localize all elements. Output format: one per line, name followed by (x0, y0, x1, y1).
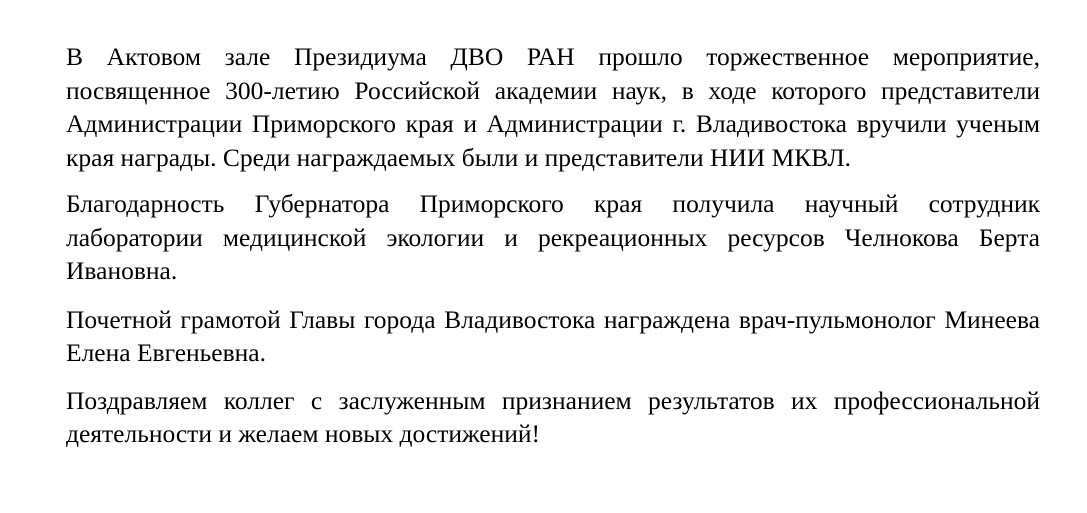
paragraph-governor-gratitude: Благодарность Губернатора Приморского края получила научный сотрудник лаборатории медицинской экологии и рекреационных ресурсов Челнокова Берта Ивановна. (66, 189, 1040, 285)
document-body (66, 40, 1040, 451)
paragraph-honorary-certificate: Почетной грамотой Главы города Владивостока награждена врач-пульмонолог Минеева Елена Евгеньевна. (66, 304, 1040, 367)
paragraph-event: В Актовом зале Президиума ДВО РАН прошло торжественное мероприятие, посвященное 300-летию Российской академии наук, в ходе которого представители Администрации Приморского края и Администрации г. Владивостока вручили ученым края награды. Среди награждаемых были и представители НИИ МКВЛ. (66, 42, 1040, 172)
paragraph-congratulations: Поздравляем коллег с заслуженным признанием результатов их профессиональной деятельности и желаем новых достижений! (66, 385, 1040, 448)
